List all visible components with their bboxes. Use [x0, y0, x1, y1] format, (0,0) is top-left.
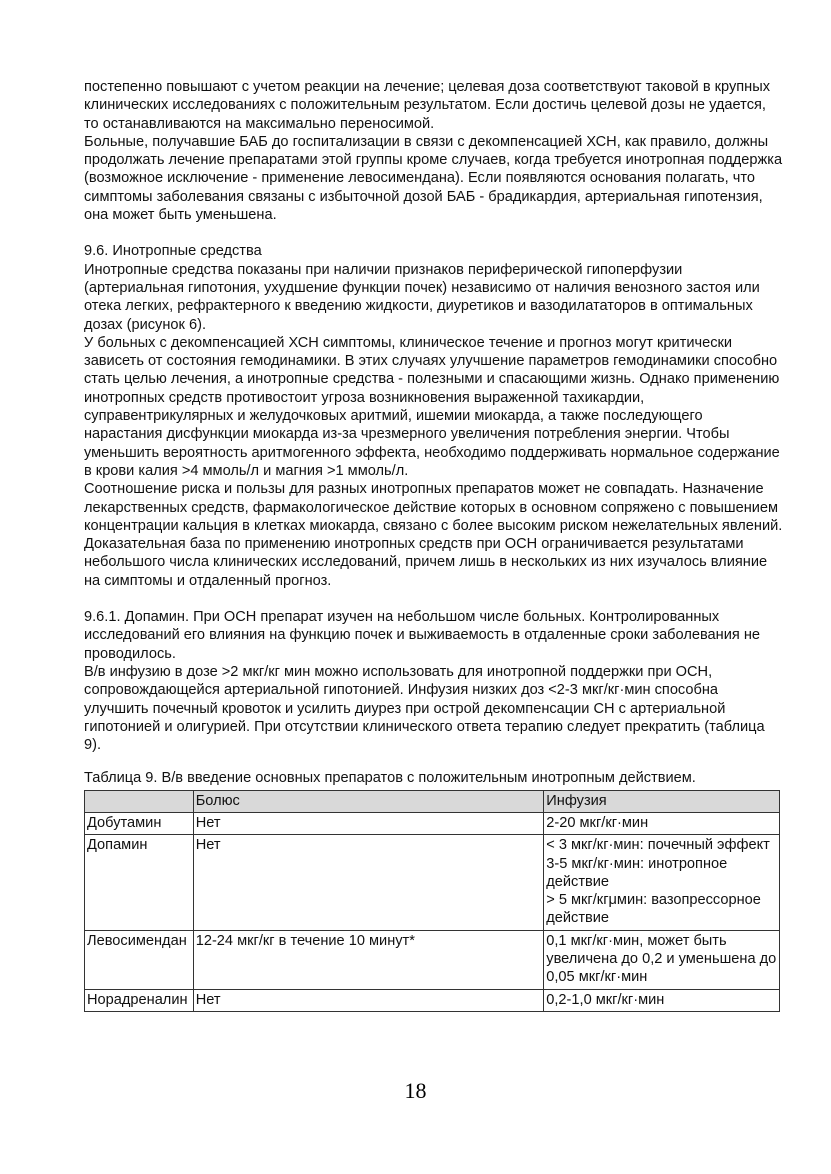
- table-row: [85, 835, 780, 930]
- table-caption: Таблица 9. В/в введение основных препаратов с положительным инотропным действием.: [84, 770, 696, 787]
- paragraph: постепенно повышают с учетом реакции на лечение; целевая доза соответствуют таковой в крупных клинических исследованиях с положительным результатом. Если достичь целевой дозы не удается, то останавливаются на максимально переносимой.: [84, 79, 771, 132]
- page-number: 18: [404, 1078, 427, 1103]
- infusion-line: > 5 мкг/кгμмин: вазопрессорное действие: [546, 892, 761, 927]
- paragraph: У больных с декомпенсацией ХСН симптомы, клиническое течение и прогноз могут критически зависеть от состояния гемодинамики. В этих случаях улучшение параметров гемодинамики способно стать целью лечения, а инотропные средства - полезными и спасающими жизнь. Однако применению инотропных средств противостоит угроза возникновения выраженной тахикардии, суправентрикулярных и желудочковых аритмий, ишемии миокарда, а также последующего нарастания дисфункции миокарда из-за чрезмерного увеличения потребления энергии. Чтобы уменьшить вероятность аритмогенного эффекта, необходимо поддерживать нормальное содержание в крови калия >4 ммоль/л и магния >1 ммоль/л.: [84, 334, 780, 479]
- header-cell: Болюс: [193, 790, 544, 812]
- infusion-cell: [544, 835, 780, 930]
- header-cell: Инфузия: [544, 790, 780, 812]
- paragraph: Больные, получавшие БАБ до госпитализации в связи с декомпенсацией ХСН, как правило, должны продолжать лечение препаратами этой группы кроме случаев, когда требуется инотропная поддержка (возможное исключение - применение левосимендана). Если появляются основания полагать, что симптомы заболевания связаны с избыточной дозой БАБ - брадикардия, артериальная гипотензия, она может быть уменьшена.: [84, 133, 783, 224]
- infusion-line: 2-20 мкг/кг·мин: [546, 814, 649, 831]
- infusion-line: 0,1 мкг/кг·мин, может быть увеличена до 0,2 и уменьшена до 0,05 мкг/кг·мин: [546, 932, 777, 986]
- section-heading: 9.6. Инотропные средства: [84, 243, 262, 260]
- drug-cell: Норадреналин: [85, 989, 194, 1011]
- table-row: [85, 812, 780, 834]
- paragraph: 9.6.1. Допамин. При ОСН препарат изучен на небольшом числе больных. Контролированных исследований его влияния на функцию почек и выживаемость в отдаленные сроки заболевания не проводилось.: [84, 609, 761, 662]
- table-row: [85, 930, 780, 989]
- infusion-line: 0,2-1,0 мкг/кг·мин: [546, 991, 665, 1008]
- header-cell: [85, 790, 194, 812]
- infusion-cell: [544, 812, 780, 834]
- bolus-cell: Нет: [193, 835, 544, 930]
- infusion-cell: [544, 930, 780, 989]
- table-header-row: [85, 790, 780, 812]
- drug-cell: Допамин: [85, 835, 194, 930]
- infusion-line: 3-5 мкг/кг·мин: инотропное действие: [546, 855, 728, 890]
- drug-cell: Добутамин: [85, 812, 194, 834]
- paragraph: Соотношение риска и пользы для разных инотропных препаратов может не совпадать. Назначение лекарственных средств, фармакологическое действие которых в основном сопряжено с повышением концентрации кальция в клетках миокарда, связано с более высоким риском нежелательных явлений. Доказательная база по применению инотропных средств при ОСН ограничивается результатами небольшого числа клинических исследований, причем лишь в нескольких из них изучалось влияние на симптомы и отдаленный прогноз.: [84, 481, 783, 589]
- bolus-cell: 12-24 мкг/кг в течение 10 минут*: [193, 930, 544, 989]
- bolus-cell: Нет: [193, 989, 544, 1011]
- drug-cell: Левосимендан: [85, 930, 194, 989]
- document-page: [84, 78, 784, 1012]
- infusion-cell: [544, 989, 780, 1011]
- drug-table: [84, 790, 780, 1012]
- infusion-line: < 3 мкг/кг·мин: почечный эффект: [546, 837, 770, 854]
- table-row: [85, 989, 780, 1011]
- paragraph: Инотропные средства показаны при наличии признаков периферической гипоперфузии (артериальная гипотония, ухудшение функции почек) независимо от наличия венозного застоя или отека легких, рефрактерного к введению жидкости, диуретиков и вазодилататоров в оптимальных дозах (рисунок 6).: [84, 261, 760, 333]
- bolus-cell: Нет: [193, 812, 544, 834]
- paragraph: В/в инфузию в дозе >2 мкг/кг мин можно использовать для инотропной поддержки при ОСН, сопровождающейся артериальной гипотонией. Инфузия низких доз <2-3 мкг/кг·мин способна улучшить почечный кровоток и усилить диурез при острой декомпенсации СН с артериальной гипотонией и олигурией. При отсутствии клинического ответа терапию следует прекратить (таблица 9).: [84, 663, 765, 754]
